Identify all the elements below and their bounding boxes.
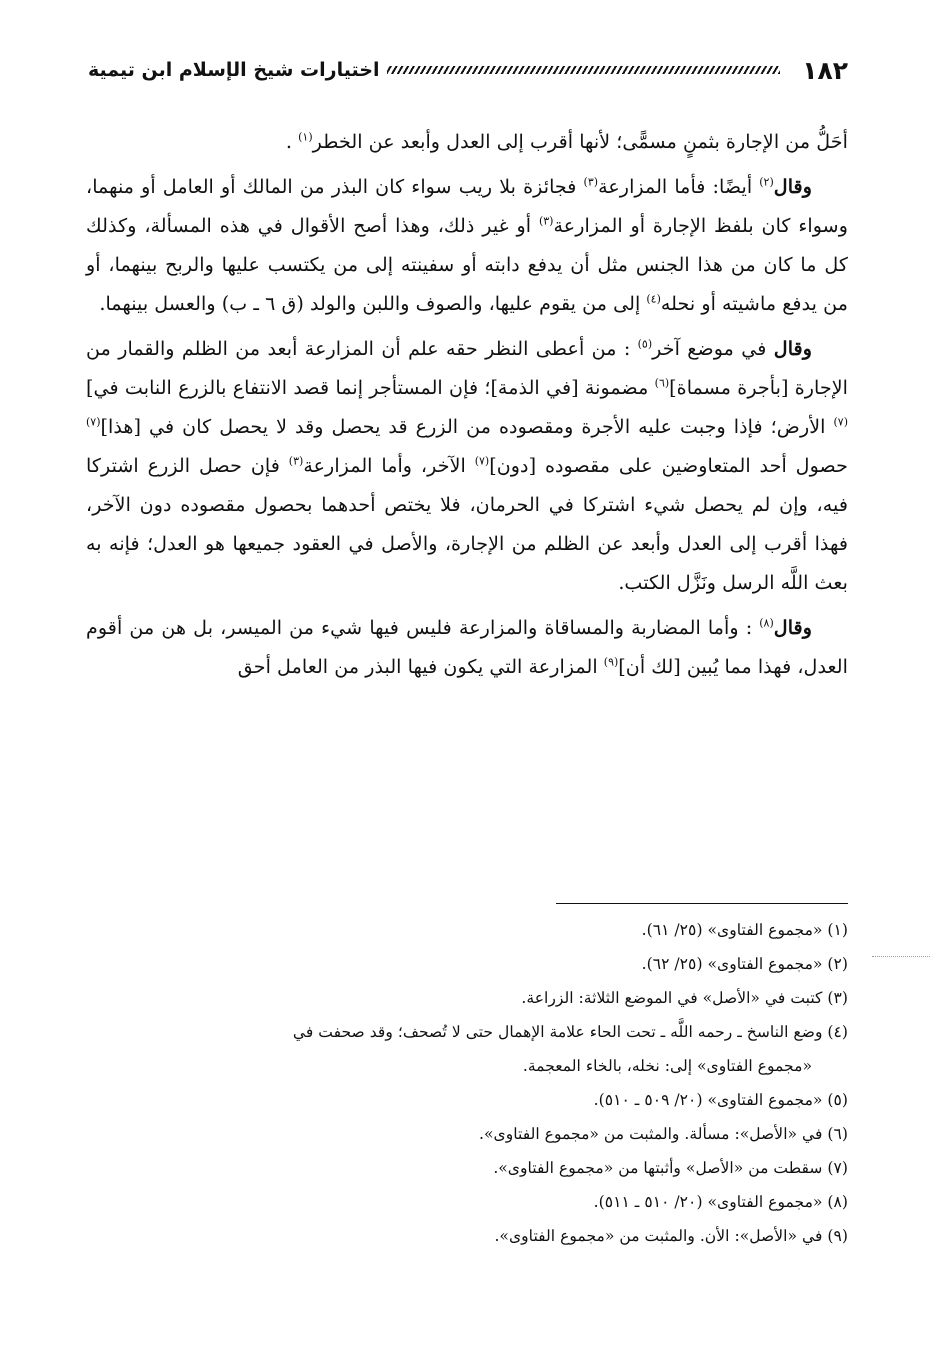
paragraph-3 (86, 329, 848, 602)
paragraph-text: المزارعة التي يكون فيها البذر من العامل أحق (237, 655, 604, 678)
footnote-4-continuation: «مجموع الفتاوى» إلى: نخله، بالخاء المعجمة. (522, 1057, 812, 1075)
footnote-ref: (٧) (833, 415, 848, 429)
lead-word: وقال (773, 616, 812, 639)
paragraph-text: : من أعطى النظر حقه علم أن المزارعة أبعد من الظلم والقمار من الإجارة [بأجرة مسماة] (86, 337, 848, 399)
footnote-5: (٥) «مجموع الفتاوى» (٢٠/ ٥٠٩ ـ ٥١٠). (593, 1091, 848, 1109)
scan-artifact (872, 956, 930, 957)
paragraph-text: فإن حصل الزرع اشتركا فيه، وإن لم يحصل شيء اشتركا في الحرمان، فلا يختص أحدهما بحصول مقصوده دون الآخر، فهذا أقرب إلى العدل وأبعد عن الظلم من الإجارة، والأصل في العقود جميعها هو العدل؛ فإنه به بعث اللَّه الرسل ونَزَّل الكتب. (86, 454, 848, 594)
paragraph-text: في موضع آخر (652, 337, 774, 360)
paragraph-4 (86, 608, 848, 686)
paragraph-text: إلى من يقوم عليها، والصوف واللبن والولد (ق ٦ ـ ب) والعسل بينهما. (99, 292, 647, 315)
footnote-6: (٦) في «الأصل»: مسألة. والمثبت من «مجموع الفتاوى». (479, 1125, 848, 1143)
footnote-4: (٤) وضع الناسخ ـ رحمه اللَّه ـ تحت الحاء علامة الإهمال حتى لا تُصحف؛ وقد صحفت في (292, 1023, 848, 1041)
footnote-ref: (٨) (759, 616, 774, 630)
lead-word: وقال (773, 175, 812, 198)
header-decorative-rule (387, 66, 780, 74)
main-text (86, 122, 848, 692)
footnote-ref: (٧) (474, 454, 490, 468)
paragraph-1 (86, 122, 848, 161)
page-number: ١٨٢ (802, 55, 848, 85)
paragraph-text: : وأما المضاربة والمساقاة والمزارعة فليس فيها شيء من الميسر، بل هن من أقوم العدل، فهذا مما يُبين [لك أن] (86, 616, 848, 678)
footnote-1: (١) «مجموع الفتاوى» (٢٥/ ٦١). (641, 921, 848, 939)
footnote-ref: (٢) (759, 175, 774, 189)
footnote-separator (556, 903, 848, 904)
paragraph-text: مضمونة [في الذمة]؛ فإن المستأجر إنما قصد الانتفاع بالزرع النابت في] (86, 376, 655, 399)
running-title: اختيارات شيخ الإسلام ابن تيمية (88, 59, 380, 81)
paragraph-2 (86, 167, 848, 323)
footnote-2: (٢) «مجموع الفتاوى» (٢٥/ ٦٢). (641, 955, 848, 973)
page-header (88, 50, 848, 90)
paragraph-text: فجائزة بلا ريب سواء كان البذر من المالك أو العامل أو منهما، وسواء كان بلفظ الإجارة أو المزارعة (86, 175, 848, 237)
paragraph-text: . (285, 130, 299, 153)
footnote-ref: (٧) (86, 415, 101, 429)
footnote-ref: (٣) (288, 454, 304, 468)
footnote-ref: (٦) (654, 376, 670, 390)
footnote-ref: (١) (298, 130, 313, 144)
footnotes (86, 913, 848, 1253)
footnote-ref: (٤) (646, 292, 661, 306)
paragraph-text: الأرض؛ فإذا وجبت عليه الأجرة ومقصوده من الزرع قد يحصل وقد لا يحصل كان في [هذا] (100, 415, 834, 438)
paragraph-text: أحَلُّ من الإجارة بثمنٍ مسمًّى؛ لأنها أقرب إلى العدل وأبعد عن الخطر (312, 130, 848, 153)
paragraph-text: الآخر، وأما المزارعة (303, 454, 475, 477)
paragraph-text: حصول أحد المتعاوضين على مقصوده [دون] (489, 454, 849, 477)
paragraph-text: أو غير ذلك، وهذا أصح الأقوال في هذه المسألة، وكذلك كل ما كان من هذا الجنس مثل أن يدفع دابته أو سفينته إلى من يكتسب عليها والربح بينهما، أو من يدفع ماشيته أو نحله (86, 214, 848, 315)
footnote-9: (٩) في «الأصل»: الأن. والمثبت من «مجموع الفتاوى». (494, 1227, 848, 1245)
footnote-ref: (٩) (603, 655, 619, 669)
lead-word: وقال (773, 337, 812, 360)
paragraph-text: أيضًا: فأما المزارعة (598, 175, 760, 198)
footnote-ref: (٣) (583, 175, 599, 189)
footnote-7: (٧) سقطت من «الأصل» وأثبتها من «مجموع الفتاوى». (493, 1159, 848, 1177)
footnote-8: (٨) «مجموع الفتاوى» (٢٠/ ٥١٠ ـ ٥١١). (593, 1193, 848, 1211)
footnote-3: (٣) كتبت في «الأصل» في الموضع الثلاثة: الزراعة. (521, 989, 848, 1007)
footnote-ref: (٥) (637, 337, 653, 351)
footnote-ref: (٣) (538, 214, 554, 228)
